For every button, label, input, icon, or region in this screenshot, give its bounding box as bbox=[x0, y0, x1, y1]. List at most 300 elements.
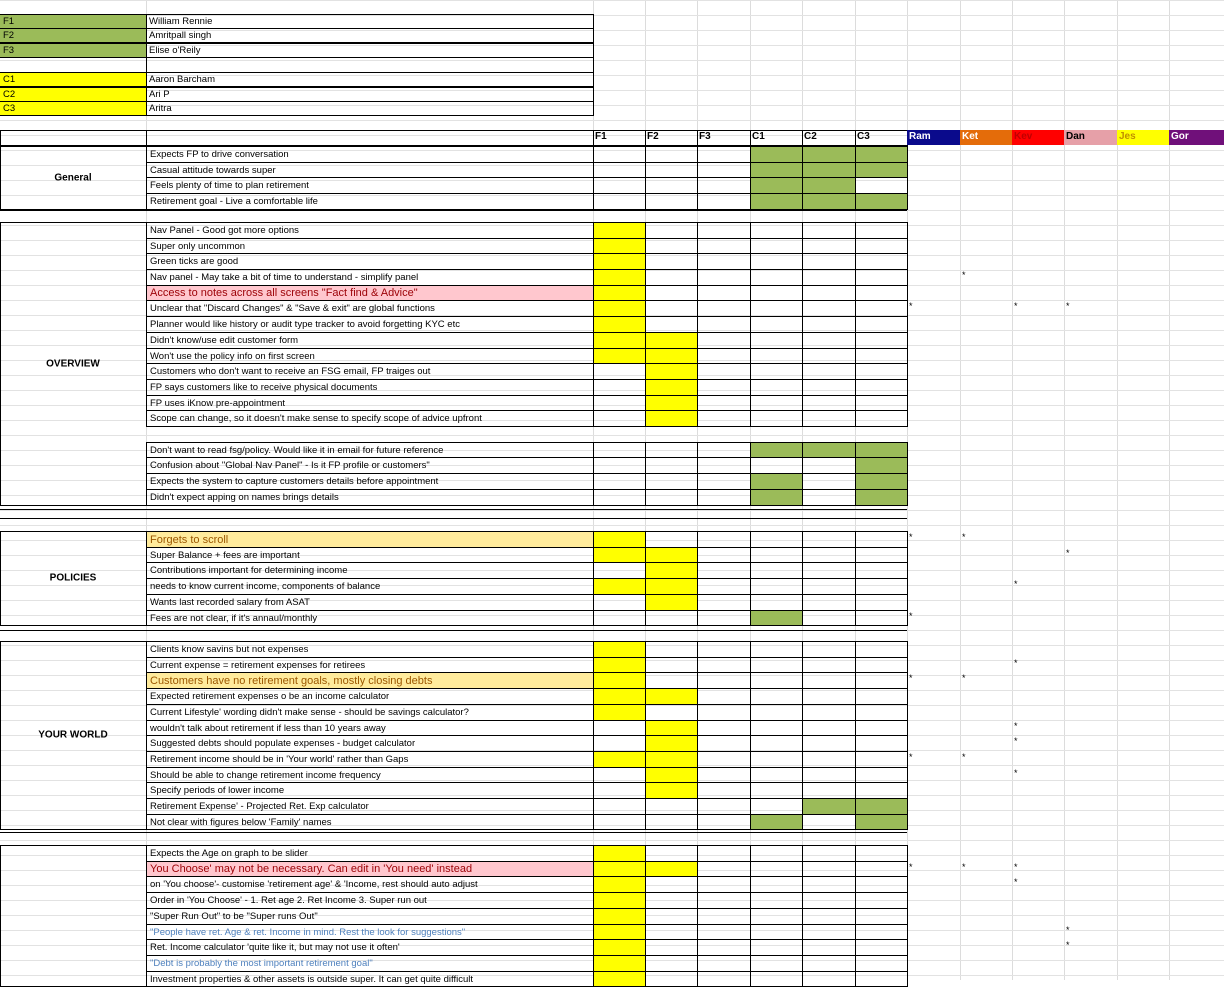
observation-text[interactable]: wouldn't talk about retirement if less than 10 years away bbox=[150, 723, 386, 734]
rating-cell-f1[interactable] bbox=[593, 177, 645, 193]
rating-cell-c3[interactable] bbox=[855, 908, 907, 924]
rating-cell-f2[interactable] bbox=[645, 316, 697, 332]
observation-text[interactable]: needs to know current income, components of balance bbox=[150, 581, 381, 592]
rating-cell-c3[interactable] bbox=[855, 547, 907, 562]
rating-cell-f3[interactable] bbox=[697, 594, 750, 610]
rating-cell-c3[interactable] bbox=[855, 395, 907, 410]
rating-cell-c3[interactable] bbox=[855, 473, 907, 489]
rating-cell-c1[interactable] bbox=[750, 955, 802, 971]
rating-cell-f1[interactable] bbox=[593, 473, 645, 489]
rating-cell-f3[interactable] bbox=[697, 735, 750, 751]
observation-text[interactable]: Not clear with figures below 'Family' names bbox=[150, 817, 332, 828]
rating-cell-f2[interactable] bbox=[645, 720, 697, 735]
observation-text[interactable]: Retirement goal - Live a comfortable life bbox=[150, 196, 318, 207]
rating-cell-f3[interactable] bbox=[697, 442, 750, 457]
rating-cell-f3[interactable] bbox=[697, 908, 750, 924]
rating-cell-f1[interactable] bbox=[593, 316, 645, 332]
rating-cell-c2[interactable] bbox=[802, 798, 855, 814]
rating-cell-c2[interactable] bbox=[802, 861, 855, 876]
rating-cell-c3[interactable] bbox=[855, 704, 907, 720]
rating-cell-c3[interactable] bbox=[855, 410, 907, 426]
rating-cell-f2[interactable] bbox=[645, 782, 697, 798]
rating-cell-c3[interactable] bbox=[855, 641, 907, 657]
observation-text[interactable]: Fees are not clear, if it's annaul/monthly bbox=[150, 613, 318, 624]
rating-cell-f2[interactable] bbox=[645, 578, 697, 594]
rating-cell-f2[interactable] bbox=[645, 641, 697, 657]
rating-cell-c3[interactable] bbox=[855, 594, 907, 610]
observation-text[interactable]: Nav Panel - Good got more options bbox=[150, 225, 299, 236]
rating-cell-c2[interactable] bbox=[802, 751, 855, 767]
rating-cell-f3[interactable] bbox=[697, 578, 750, 594]
rating-cell-f1[interactable] bbox=[593, 782, 645, 798]
observation-text[interactable]: Access to notes across all screens "Fact find & Advice" bbox=[147, 285, 593, 300]
observation-text[interactable]: Nav panel - May take a bit of time to understand - simplify panel bbox=[150, 272, 419, 283]
rating-cell-f2[interactable] bbox=[645, 363, 697, 379]
rating-cell-c3[interactable] bbox=[855, 531, 907, 547]
rating-cell-c2[interactable] bbox=[802, 285, 855, 300]
rating-cell-c1[interactable] bbox=[750, 379, 802, 395]
rating-cell-f1[interactable] bbox=[593, 193, 645, 209]
rating-cell-c1[interactable] bbox=[750, 238, 802, 253]
observation-text[interactable]: Clients know savins but not expenses bbox=[150, 644, 309, 655]
rating-cell-c2[interactable] bbox=[802, 657, 855, 672]
rating-cell-c1[interactable] bbox=[750, 348, 802, 363]
rating-cell-f3[interactable] bbox=[697, 876, 750, 892]
rating-cell-c1[interactable] bbox=[750, 473, 802, 489]
column-header-c2[interactable]: C2 bbox=[804, 131, 817, 142]
rating-cell-f2[interactable] bbox=[645, 814, 697, 829]
rating-cell-f2[interactable] bbox=[645, 162, 697, 177]
legend-name[interactable]: William Rennie bbox=[149, 16, 213, 27]
observation-text[interactable]: Confusion about "Global Nav Panel" - Is it FP profile or customers" bbox=[150, 460, 430, 471]
rating-cell-c3[interactable] bbox=[855, 876, 907, 892]
column-header-c1[interactable]: C1 bbox=[752, 131, 765, 142]
rating-cell-f2[interactable] bbox=[645, 177, 697, 193]
rating-cell-c1[interactable] bbox=[750, 751, 802, 767]
rating-cell-f2[interactable] bbox=[645, 657, 697, 672]
rating-cell-f3[interactable] bbox=[697, 657, 750, 672]
rating-cell-f2[interactable] bbox=[645, 908, 697, 924]
column-header-f2[interactable]: F2 bbox=[647, 131, 659, 142]
rating-cell-c3[interactable] bbox=[855, 798, 907, 814]
observation-text[interactable]: Investment properties & other assets is outside super. It can get quite difficult bbox=[150, 974, 473, 985]
rating-cell-f1[interactable] bbox=[593, 876, 645, 892]
legend-name[interactable]: Aaron Barcham bbox=[149, 74, 216, 85]
rating-cell-c2[interactable] bbox=[802, 704, 855, 720]
rating-cell-f1[interactable] bbox=[593, 688, 645, 704]
rating-cell-f2[interactable] bbox=[645, 269, 697, 285]
rating-cell-c2[interactable] bbox=[802, 908, 855, 924]
observation-text[interactable]: FP uses iKnow pre-appointment bbox=[150, 398, 286, 409]
rating-cell-f1[interactable] bbox=[593, 939, 645, 955]
rating-cell-c1[interactable] bbox=[750, 610, 802, 625]
observation-text[interactable]: Don't want to read fsg/policy. Would like it in email for future reference bbox=[150, 445, 444, 456]
observation-text[interactable]: Super only uncommon bbox=[150, 241, 246, 252]
rating-cell-f2[interactable] bbox=[645, 285, 697, 300]
observation-text[interactable]: Didn't know/use edit customer form bbox=[150, 335, 299, 346]
rating-cell-f1[interactable] bbox=[593, 489, 645, 505]
rating-cell-f3[interactable] bbox=[697, 300, 750, 316]
rating-cell-c1[interactable] bbox=[750, 285, 802, 300]
rating-cell-c2[interactable] bbox=[802, 578, 855, 594]
rating-cell-c2[interactable] bbox=[802, 782, 855, 798]
rating-cell-c1[interactable] bbox=[750, 410, 802, 426]
observation-text[interactable]: Retirement income should be in 'Your world' rather than Gaps bbox=[150, 754, 409, 765]
rating-cell-f3[interactable] bbox=[697, 177, 750, 193]
rating-cell-c2[interactable] bbox=[802, 562, 855, 578]
rating-cell-c3[interactable] bbox=[855, 924, 907, 939]
rating-cell-c1[interactable] bbox=[750, 269, 802, 285]
rating-cell-f3[interactable] bbox=[697, 489, 750, 505]
observation-text[interactable]: You Choose' may not be necessary. Can edit in 'You need' instead bbox=[147, 861, 593, 876]
rating-cell-f2[interactable] bbox=[645, 892, 697, 908]
rating-cell-c2[interactable] bbox=[802, 162, 855, 177]
rating-cell-c3[interactable] bbox=[855, 845, 907, 861]
column-header-f1[interactable]: F1 bbox=[595, 131, 607, 142]
rating-cell-c3[interactable] bbox=[855, 578, 907, 594]
observation-text[interactable]: Planner would like history or audit type tracker to avoid forgetting KYC etc bbox=[150, 319, 460, 330]
rating-cell-f3[interactable] bbox=[697, 285, 750, 300]
rating-cell-c1[interactable] bbox=[750, 876, 802, 892]
rating-cell-c1[interactable] bbox=[750, 814, 802, 829]
rating-cell-c2[interactable] bbox=[802, 955, 855, 971]
rating-cell-f1[interactable] bbox=[593, 146, 645, 162]
rating-cell-f2[interactable] bbox=[645, 193, 697, 209]
rating-cell-c1[interactable] bbox=[750, 562, 802, 578]
rating-cell-c3[interactable] bbox=[855, 939, 907, 955]
rating-cell-f1[interactable] bbox=[593, 300, 645, 316]
rating-cell-c1[interactable] bbox=[750, 489, 802, 505]
rating-cell-c1[interactable] bbox=[750, 193, 802, 209]
rating-cell-c3[interactable] bbox=[855, 300, 907, 316]
rating-cell-f2[interactable] bbox=[645, 238, 697, 253]
observation-text[interactable]: Expects FP to drive conversation bbox=[150, 149, 289, 160]
rating-cell-f1[interactable] bbox=[593, 720, 645, 735]
observation-text[interactable]: Specify periods of lower income bbox=[150, 785, 285, 796]
rating-cell-c2[interactable] bbox=[802, 442, 855, 457]
rating-cell-f1[interactable] bbox=[593, 442, 645, 457]
rating-cell-f1[interactable] bbox=[593, 845, 645, 861]
rating-cell-f3[interactable] bbox=[697, 924, 750, 939]
observation-text[interactable]: Contributions important for determining income bbox=[150, 565, 348, 576]
rating-cell-c3[interactable] bbox=[855, 610, 907, 625]
rating-cell-f2[interactable] bbox=[645, 845, 697, 861]
rating-cell-f1[interactable] bbox=[593, 222, 645, 238]
legend-name[interactable]: Aritra bbox=[149, 103, 172, 114]
rating-cell-f3[interactable] bbox=[697, 939, 750, 955]
observation-text[interactable]: Didn't expect apping on names brings details bbox=[150, 492, 339, 503]
rating-cell-f3[interactable] bbox=[697, 363, 750, 379]
column-header-f3[interactable]: F3 bbox=[699, 131, 711, 142]
rating-cell-c2[interactable] bbox=[802, 939, 855, 955]
rating-cell-c1[interactable] bbox=[750, 332, 802, 348]
rating-cell-f1[interactable] bbox=[593, 578, 645, 594]
rating-cell-c2[interactable] bbox=[802, 594, 855, 610]
rating-cell-f2[interactable] bbox=[645, 704, 697, 720]
rating-cell-c2[interactable] bbox=[802, 720, 855, 735]
rating-cell-c3[interactable] bbox=[855, 688, 907, 704]
rating-cell-f1[interactable] bbox=[593, 657, 645, 672]
rating-cell-c1[interactable] bbox=[750, 300, 802, 316]
observation-text[interactable]: Green ticks are good bbox=[150, 256, 239, 267]
rating-cell-c2[interactable] bbox=[802, 547, 855, 562]
rating-cell-f2[interactable] bbox=[645, 379, 697, 395]
rating-cell-c1[interactable] bbox=[750, 767, 802, 782]
reviewer-header-ram[interactable]: Ram bbox=[907, 130, 960, 145]
rating-cell-c2[interactable] bbox=[802, 672, 855, 688]
rating-cell-c3[interactable] bbox=[855, 379, 907, 395]
rating-cell-f2[interactable] bbox=[645, 253, 697, 269]
rating-cell-c1[interactable] bbox=[750, 531, 802, 547]
rating-cell-c3[interactable] bbox=[855, 767, 907, 782]
rating-cell-c2[interactable] bbox=[802, 410, 855, 426]
rating-cell-f1[interactable] bbox=[593, 285, 645, 300]
rating-cell-f3[interactable] bbox=[697, 547, 750, 562]
rating-cell-f3[interactable] bbox=[697, 395, 750, 410]
rating-cell-f3[interactable] bbox=[697, 473, 750, 489]
rating-cell-c3[interactable] bbox=[855, 348, 907, 363]
rating-cell-f2[interactable] bbox=[645, 457, 697, 473]
rating-cell-c3[interactable] bbox=[855, 146, 907, 162]
observation-text[interactable]: Order in 'You Choose' - 1. Ret age 2. Ret Income 3. Super run out bbox=[150, 895, 427, 906]
observation-text[interactable]: on 'You choose'- customise 'retirement age' & 'Income, rest should auto adjust bbox=[150, 879, 478, 890]
rating-cell-f1[interactable] bbox=[593, 908, 645, 924]
rating-cell-f1[interactable] bbox=[593, 924, 645, 939]
observation-text[interactable]: Customers who don't want to receive an FSG email, FP traiges out bbox=[150, 366, 431, 377]
rating-cell-c2[interactable] bbox=[802, 316, 855, 332]
rating-cell-c1[interactable] bbox=[750, 363, 802, 379]
rating-cell-c1[interactable] bbox=[750, 395, 802, 410]
rating-cell-c2[interactable] bbox=[802, 238, 855, 253]
rating-cell-f1[interactable] bbox=[593, 798, 645, 814]
rating-cell-f2[interactable] bbox=[645, 442, 697, 457]
rating-cell-c1[interactable] bbox=[750, 798, 802, 814]
column-header-c3[interactable]: C3 bbox=[857, 131, 870, 142]
rating-cell-c3[interactable] bbox=[855, 782, 907, 798]
rating-cell-f1[interactable] bbox=[593, 814, 645, 829]
rating-cell-f2[interactable] bbox=[645, 735, 697, 751]
rating-cell-f1[interactable] bbox=[593, 253, 645, 269]
rating-cell-c3[interactable] bbox=[855, 489, 907, 505]
rating-cell-c1[interactable] bbox=[750, 578, 802, 594]
rating-cell-c1[interactable] bbox=[750, 720, 802, 735]
rating-cell-f1[interactable] bbox=[593, 332, 645, 348]
observation-text[interactable]: "Debt is probably the most important retirement goal" bbox=[150, 958, 373, 969]
rating-cell-f2[interactable] bbox=[645, 594, 697, 610]
rating-cell-f1[interactable] bbox=[593, 562, 645, 578]
rating-cell-c1[interactable] bbox=[750, 735, 802, 751]
rating-cell-f1[interactable] bbox=[593, 395, 645, 410]
rating-cell-f3[interactable] bbox=[697, 971, 750, 986]
rating-cell-c1[interactable] bbox=[750, 845, 802, 861]
rating-cell-c1[interactable] bbox=[750, 861, 802, 876]
rating-cell-c3[interactable] bbox=[855, 672, 907, 688]
rating-cell-c1[interactable] bbox=[750, 547, 802, 562]
observation-text[interactable]: Feels plenty of time to plan retirement bbox=[150, 180, 309, 191]
rating-cell-f3[interactable] bbox=[697, 410, 750, 426]
rating-cell-c3[interactable] bbox=[855, 751, 907, 767]
rating-cell-f1[interactable] bbox=[593, 610, 645, 625]
observation-text[interactable]: Expects the system to capture customers details before appointment bbox=[150, 476, 439, 487]
rating-cell-c2[interactable] bbox=[802, 767, 855, 782]
rating-cell-c2[interactable] bbox=[802, 177, 855, 193]
rating-cell-c2[interactable] bbox=[802, 146, 855, 162]
rating-cell-f2[interactable] bbox=[645, 688, 697, 704]
rating-cell-c2[interactable] bbox=[802, 892, 855, 908]
rating-cell-f2[interactable] bbox=[645, 751, 697, 767]
reviewer-header-gor[interactable]: Gor bbox=[1169, 130, 1224, 145]
rating-cell-c2[interactable] bbox=[802, 688, 855, 704]
rating-cell-c2[interactable] bbox=[802, 222, 855, 238]
rating-cell-f2[interactable] bbox=[645, 473, 697, 489]
rating-cell-c3[interactable] bbox=[855, 316, 907, 332]
rating-cell-f2[interactable] bbox=[645, 876, 697, 892]
observation-text[interactable]: Expects the Age on graph to be slider bbox=[150, 848, 308, 859]
rating-cell-f2[interactable] bbox=[645, 395, 697, 410]
rating-cell-c1[interactable] bbox=[750, 641, 802, 657]
rating-cell-c3[interactable] bbox=[855, 238, 907, 253]
rating-cell-f1[interactable] bbox=[593, 410, 645, 426]
rating-cell-c2[interactable] bbox=[802, 924, 855, 939]
rating-cell-c2[interactable] bbox=[802, 735, 855, 751]
observation-text[interactable]: FP says customers like to receive physical documents bbox=[150, 382, 378, 393]
rating-cell-f1[interactable] bbox=[593, 641, 645, 657]
rating-cell-f3[interactable] bbox=[697, 720, 750, 735]
rating-cell-f1[interactable] bbox=[593, 457, 645, 473]
rating-cell-c2[interactable] bbox=[802, 363, 855, 379]
rating-cell-c2[interactable] bbox=[802, 253, 855, 269]
rating-cell-c1[interactable] bbox=[750, 672, 802, 688]
rating-cell-f2[interactable] bbox=[645, 610, 697, 625]
rating-cell-c3[interactable] bbox=[855, 892, 907, 908]
rating-cell-c1[interactable] bbox=[750, 704, 802, 720]
rating-cell-c3[interactable] bbox=[855, 269, 907, 285]
rating-cell-c2[interactable] bbox=[802, 395, 855, 410]
rating-cell-f3[interactable] bbox=[697, 193, 750, 209]
reviewer-header-jes[interactable]: Jes bbox=[1117, 130, 1169, 145]
rating-cell-f2[interactable] bbox=[645, 955, 697, 971]
rating-cell-c3[interactable] bbox=[855, 955, 907, 971]
rating-cell-f1[interactable] bbox=[593, 238, 645, 253]
rating-cell-f3[interactable] bbox=[697, 782, 750, 798]
rating-cell-f1[interactable] bbox=[593, 547, 645, 562]
rating-cell-f1[interactable] bbox=[593, 672, 645, 688]
rating-cell-f3[interactable] bbox=[697, 610, 750, 625]
rating-cell-f2[interactable] bbox=[645, 410, 697, 426]
rating-cell-f2[interactable] bbox=[645, 971, 697, 986]
rating-cell-f3[interactable] bbox=[697, 641, 750, 657]
rating-cell-f1[interactable] bbox=[593, 751, 645, 767]
rating-cell-c3[interactable] bbox=[855, 814, 907, 829]
rating-cell-f3[interactable] bbox=[697, 861, 750, 876]
rating-cell-c1[interactable] bbox=[750, 939, 802, 955]
rating-cell-c2[interactable] bbox=[802, 876, 855, 892]
observation-text[interactable]: Customers have no retirement goals, mostly closing debts bbox=[147, 672, 593, 688]
legend-name[interactable]: Ari P bbox=[149, 89, 170, 100]
rating-cell-c3[interactable] bbox=[855, 971, 907, 986]
rating-cell-f2[interactable] bbox=[645, 767, 697, 782]
observation-text[interactable]: Suggested debts should populate expenses - budget calculator bbox=[150, 738, 416, 749]
rating-cell-f3[interactable] bbox=[697, 955, 750, 971]
rating-cell-f3[interactable] bbox=[697, 457, 750, 473]
rating-cell-c3[interactable] bbox=[855, 177, 907, 193]
observation-text[interactable]: "People have ret. Age & ret. Income in mind. Rest the look for suggestions" bbox=[150, 927, 466, 938]
rating-cell-c3[interactable] bbox=[855, 162, 907, 177]
rating-cell-c2[interactable] bbox=[802, 641, 855, 657]
observation-text[interactable]: Expected retirement expenses o be an income calculator bbox=[150, 691, 390, 702]
rating-cell-c2[interactable] bbox=[802, 610, 855, 625]
rating-cell-f1[interactable] bbox=[593, 269, 645, 285]
observation-text[interactable]: Scope can change, so it doesn't make sense to specify scope of advice upfront bbox=[150, 413, 482, 424]
rating-cell-c2[interactable] bbox=[802, 845, 855, 861]
rating-cell-f2[interactable] bbox=[645, 547, 697, 562]
rating-cell-c3[interactable] bbox=[855, 253, 907, 269]
rating-cell-f2[interactable] bbox=[645, 562, 697, 578]
rating-cell-c1[interactable] bbox=[750, 924, 802, 939]
rating-cell-f1[interactable] bbox=[593, 861, 645, 876]
rating-cell-f3[interactable] bbox=[697, 798, 750, 814]
rating-cell-f3[interactable] bbox=[697, 845, 750, 861]
rating-cell-f2[interactable] bbox=[645, 672, 697, 688]
observation-text[interactable]: "Super Run Out" to be "Super runs Out" bbox=[150, 911, 318, 922]
rating-cell-c2[interactable] bbox=[802, 269, 855, 285]
observation-text[interactable]: Won't use the policy info on first screen bbox=[150, 351, 315, 362]
rating-cell-c3[interactable] bbox=[855, 457, 907, 473]
rating-cell-f3[interactable] bbox=[697, 269, 750, 285]
rating-cell-f3[interactable] bbox=[697, 379, 750, 395]
rating-cell-f3[interactable] bbox=[697, 238, 750, 253]
rating-cell-c1[interactable] bbox=[750, 162, 802, 177]
rating-cell-f1[interactable] bbox=[593, 767, 645, 782]
rating-cell-f3[interactable] bbox=[697, 316, 750, 332]
rating-cell-f1[interactable] bbox=[593, 971, 645, 986]
rating-cell-c1[interactable] bbox=[750, 908, 802, 924]
observation-text[interactable]: Should be able to change retirement income frequency bbox=[150, 770, 381, 781]
rating-cell-f3[interactable] bbox=[697, 348, 750, 363]
rating-cell-c1[interactable] bbox=[750, 457, 802, 473]
rating-cell-f3[interactable] bbox=[697, 892, 750, 908]
rating-cell-c1[interactable] bbox=[750, 222, 802, 238]
rating-cell-c2[interactable] bbox=[802, 457, 855, 473]
rating-cell-f1[interactable] bbox=[593, 162, 645, 177]
rating-cell-f1[interactable] bbox=[593, 704, 645, 720]
reviewer-header-dan[interactable]: Dan bbox=[1064, 130, 1117, 145]
rating-cell-f3[interactable] bbox=[697, 222, 750, 238]
legend-name[interactable]: Elise o'Reily bbox=[149, 45, 201, 56]
reviewer-header-ket[interactable]: Ket bbox=[960, 130, 1012, 145]
rating-cell-c2[interactable] bbox=[802, 300, 855, 316]
rating-cell-c2[interactable] bbox=[802, 971, 855, 986]
rating-cell-f1[interactable] bbox=[593, 892, 645, 908]
rating-cell-f2[interactable] bbox=[645, 332, 697, 348]
rating-cell-c2[interactable] bbox=[802, 814, 855, 829]
reviewer-header-kev[interactable]: Kev bbox=[1012, 130, 1064, 145]
observation-text[interactable]: Casual attitude towards super bbox=[150, 165, 276, 176]
rating-cell-c1[interactable] bbox=[750, 971, 802, 986]
rating-cell-c3[interactable] bbox=[855, 363, 907, 379]
rating-cell-f2[interactable] bbox=[645, 924, 697, 939]
rating-cell-f2[interactable] bbox=[645, 489, 697, 505]
observation-text[interactable]: Ret. Income calculator 'quite like it, but may not use it often' bbox=[150, 942, 400, 953]
rating-cell-c2[interactable] bbox=[802, 332, 855, 348]
rating-cell-f3[interactable] bbox=[697, 146, 750, 162]
observation-text[interactable]: Retirement Expense' - Projected Ret. Exp calculator bbox=[150, 801, 369, 812]
rating-cell-c2[interactable] bbox=[802, 348, 855, 363]
rating-cell-f1[interactable] bbox=[593, 735, 645, 751]
rating-cell-c1[interactable] bbox=[750, 688, 802, 704]
rating-cell-c3[interactable] bbox=[855, 332, 907, 348]
observation-text[interactable]: Wants last recorded salary from ASAT bbox=[150, 597, 310, 608]
